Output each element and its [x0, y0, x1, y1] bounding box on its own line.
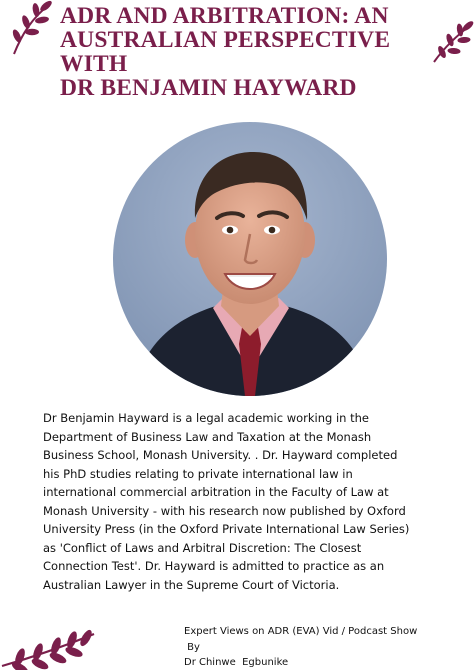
bio-line-2: Department of Business Law and Taxation at the Monash — [43, 429, 372, 444]
bio-line-6: Monash University - with his research now published by Oxford — [43, 503, 406, 518]
bio-line-10: Australian Lawyer in the Supreme Court of Victoria. — [43, 577, 340, 592]
bio-line-9: Connection Test'. Dr. Hayward is admitted to practice as an — [43, 559, 385, 573]
speaker-bio — [43, 409, 453, 594]
show-credits — [184, 624, 464, 671]
title-line-1: ADR AND ARBITRATION: AN — [60, 3, 389, 29]
bio-line-1: Dr Benjamin Hayward is a legal academic working in the — [43, 411, 369, 425]
bio-line-5: international commercial arbitration in the Faculty of Law at — [43, 485, 389, 499]
host-name: Dr Chinwe Egbunike — [184, 657, 289, 668]
title-line-2: AUSTRALIAN PERSPECTIVE — [60, 27, 391, 53]
credits-by: By — [184, 641, 200, 653]
bio-line-8: as 'Conflict of Laws and Arbitral Discretion: The Closest — [43, 540, 362, 555]
title-line-3: WITH — [60, 51, 128, 77]
bio-line-7: University Press (in the Oxford Private International Law Series) — [43, 522, 410, 536]
poster-title — [60, 4, 460, 100]
title-line-4: DR BENJAMIN HAYWARD — [60, 75, 357, 101]
bio-line-3: Business School, Monash University. . Dr. Hayward completed — [43, 448, 398, 462]
leaf-sprig-bottom-left-icon — [0, 624, 96, 670]
show-name: Expert Views on ADR (EVA) Vid / Podcast Show — [184, 626, 418, 637]
speaker-portrait — [113, 122, 387, 396]
bio-line-4: his PhD studies relating to private international law in — [43, 466, 353, 481]
leaf-sprig-top-left-icon — [6, 0, 54, 56]
